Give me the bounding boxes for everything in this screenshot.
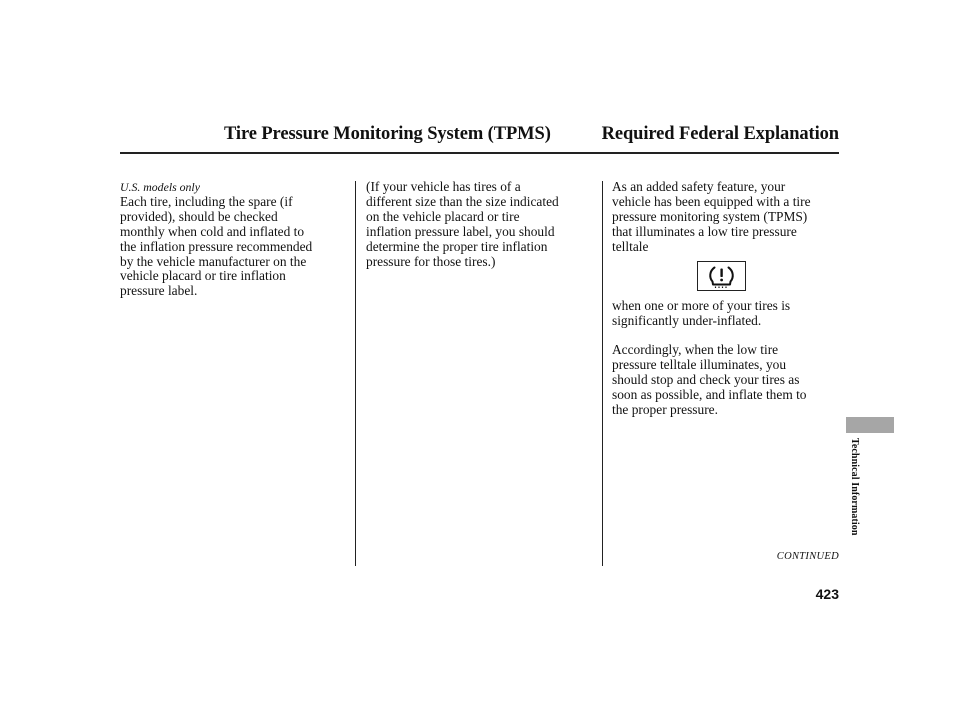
- col1-line: vehicle placard or tire inflation: [120, 268, 286, 284]
- col1-line: pressure label.: [120, 283, 198, 299]
- col2-line: inflation pressure label, you should: [366, 223, 555, 239]
- col2-line: different size than the size indicated: [366, 193, 559, 209]
- col1-line: the inflation pressure recommended: [120, 238, 313, 254]
- page-title: Tire Pressure Monitoring System (TPMS): [224, 124, 551, 144]
- section-label: Technical Information: [849, 438, 860, 536]
- col3-line: soon as possible, and inflate them to: [612, 386, 807, 402]
- header-rule: [120, 152, 839, 154]
- section-tab: [846, 417, 894, 433]
- page-subtitle: Required Federal Explanation: [601, 124, 839, 144]
- column-divider: [602, 181, 603, 566]
- col2-line: determine the proper tire inflation: [366, 238, 548, 254]
- col3-line: telltale: [612, 238, 649, 254]
- col3-line: vehicle has been equipped with a tire: [612, 193, 811, 209]
- col3-line: should stop and check your tires as: [612, 371, 800, 387]
- column-divider: [355, 181, 356, 566]
- column-3-para-1: [612, 180, 811, 255]
- column-2: [366, 180, 559, 269]
- col2-line: on the vehicle placard or tire: [366, 208, 520, 224]
- col1-line: Each tire, including the spare (if: [120, 193, 293, 209]
- col2-line: pressure for those tires.): [366, 253, 496, 269]
- low-tire-pressure-telltale-icon: [697, 261, 746, 291]
- col2-line: (If your vehicle has tires of a: [366, 179, 521, 194]
- col3-line: pressure telltale illuminates, you: [612, 356, 787, 372]
- col3-line: Accordingly, when the low tire: [612, 342, 779, 357]
- page-number: 423: [815, 586, 839, 602]
- column-3-para-3: [612, 343, 807, 418]
- models-note: U.S. models only: [120, 180, 200, 194]
- col3-line: the proper pressure.: [612, 401, 718, 417]
- col3-line: pressure monitoring system (TPMS): [612, 208, 808, 224]
- page-header: [120, 124, 839, 152]
- col3-line: when one or more of your tires is: [612, 298, 791, 313]
- col3-line: As an added safety feature, your: [612, 179, 786, 194]
- col3-line: significantly under-inflated.: [612, 312, 762, 328]
- col3-line: that illuminates a low tire pressure: [612, 223, 797, 239]
- col1-line: provided), should be checked: [120, 208, 278, 224]
- column-1: [120, 180, 312, 299]
- continued-label: CONTINUED: [776, 551, 839, 562]
- col1-line: monthly when cold and inflated to: [120, 223, 305, 239]
- col1-line: by the vehicle manufacturer on the: [120, 253, 307, 269]
- column-3-para-2: [612, 299, 790, 329]
